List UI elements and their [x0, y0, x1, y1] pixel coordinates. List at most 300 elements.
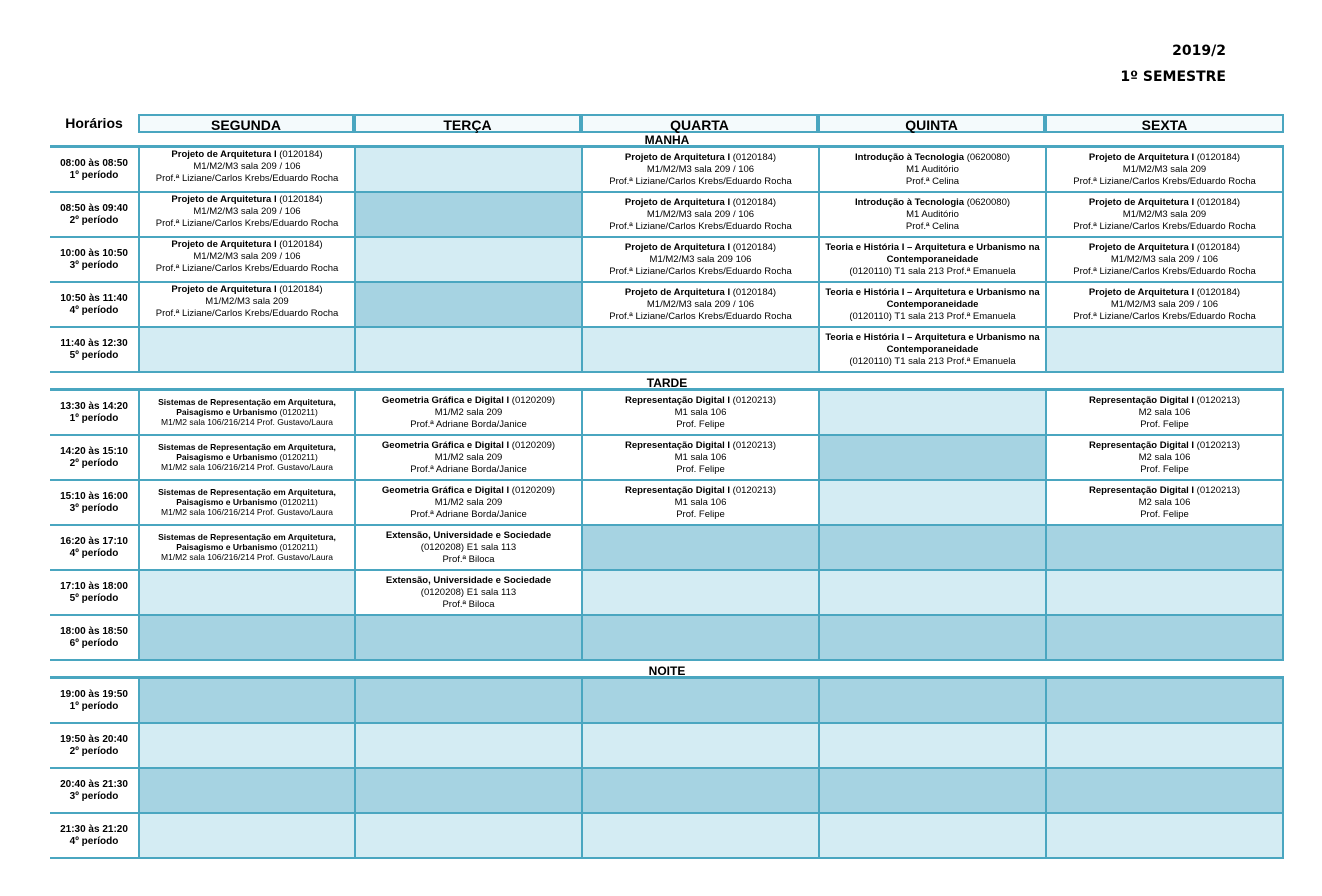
time-slot [50, 481, 138, 524]
class-cell [581, 283, 818, 326]
class-info [583, 238, 818, 278]
class-name: Projeto de Arquitetura I [624, 242, 731, 253]
class-name: Sistemas de Representação em Arquitetura, Paisagismo e Urbanismo [158, 487, 336, 507]
empty-cell [138, 616, 354, 659]
class-cell [581, 436, 818, 479]
class-detail: M1/M2/M3 sala 209 / 106 [646, 164, 755, 175]
class-code: (0120184) [276, 149, 323, 160]
class-cell [138, 526, 354, 569]
class-code: (0120209) [509, 485, 556, 496]
empty-cell [1045, 526, 1284, 569]
class-detail: M1 sala 106 [674, 452, 727, 463]
class-detail: (0120208) E1 sala 113 [420, 542, 517, 553]
class-cell [818, 283, 1045, 326]
class-info [356, 436, 581, 476]
class-name: Geometria Gráfica e Digital I [381, 485, 510, 496]
class-detail: Prof.ª Celina [905, 176, 960, 187]
class-cell [138, 148, 354, 191]
time-range: 08:50 às 09:40 [60, 203, 128, 214]
empty-cell [354, 616, 581, 659]
class-name: Projeto de Arquitetura I [1088, 287, 1195, 298]
time-slot [50, 238, 138, 281]
schedule-row [50, 193, 1284, 238]
time-slot [50, 436, 138, 479]
period-number: 1º período [69, 170, 119, 181]
time-slot [50, 769, 138, 812]
class-cell [354, 391, 581, 434]
class-cell [581, 391, 818, 434]
empty-cell [581, 571, 818, 614]
class-code: (0620080) [964, 197, 1011, 208]
class-detail: Prof.ª Adriane Borda/Janice [410, 419, 527, 430]
class-info [1047, 436, 1282, 476]
class-title-line [1047, 197, 1282, 209]
period-number: 6º período [69, 638, 119, 649]
period-number: 3º período [69, 260, 119, 271]
time-range: 13:30 às 14:20 [60, 401, 128, 412]
empty-cell [354, 193, 581, 236]
empty-cell [138, 724, 354, 767]
time-range: 15:10 às 16:00 [60, 491, 128, 502]
class-detail: Prof. Felipe [1140, 509, 1189, 520]
semester-info [1120, 38, 1226, 90]
class-detail: Prof.ª Liziane/Carlos Krebs/Eduardo Rocha [609, 266, 792, 277]
class-info [1047, 391, 1282, 431]
class-detail: Prof. Felipe [676, 419, 725, 430]
class-cell [818, 238, 1045, 281]
period-number: 5º período [69, 350, 119, 361]
class-detail: Prof.ª Liziane/Carlos Krebs/Eduardo Rocha [1073, 221, 1256, 232]
class-code: (0120211) [277, 452, 318, 462]
section-grid-tarde [50, 388, 1284, 661]
class-name: Projeto de Arquitetura I [624, 197, 731, 208]
time-slot [50, 193, 138, 236]
time-slot [50, 724, 138, 767]
empty-cell [818, 814, 1045, 857]
class-title-line [820, 332, 1045, 356]
empty-cell [818, 616, 1045, 659]
class-info [820, 193, 1045, 233]
class-info [140, 436, 354, 472]
period-number: 3º período [69, 503, 119, 514]
schedule-row [50, 526, 1284, 571]
class-title-line [356, 440, 581, 452]
empty-cell [354, 328, 581, 371]
class-title-line [356, 530, 581, 542]
time-slot [50, 526, 138, 569]
class-title-line [583, 485, 818, 497]
class-detail: Prof.ª Liziane/Carlos Krebs/Eduardo Rocha [155, 173, 339, 184]
class-detail: M1/M2 sala 209 [434, 452, 503, 463]
class-title-line [820, 197, 1045, 209]
class-cell [1045, 391, 1284, 434]
empty-cell [354, 238, 581, 281]
class-detail: (0120110) T1 sala 213 Prof.ª Emanuela [849, 356, 1016, 367]
class-info [140, 526, 354, 562]
time-range: 21:30 às 21:20 [60, 824, 128, 835]
class-title-line [1047, 152, 1282, 164]
time-slot [50, 148, 138, 191]
class-code: (0120211) [277, 497, 318, 507]
class-cell [1045, 436, 1284, 479]
header-quinta: QUINTA [818, 114, 1045, 133]
period-number: 1º período [69, 701, 119, 712]
class-cell [138, 193, 354, 236]
empty-cell [581, 769, 818, 812]
empty-cell [581, 526, 818, 569]
section-label-manha: MANHA [644, 133, 690, 147]
class-detail: M1/M2/M3 sala 209 [205, 296, 289, 307]
class-title-line [583, 152, 818, 164]
class-info [820, 283, 1045, 323]
schedule-row [50, 481, 1284, 526]
class-detail: Prof.ª Biloca [442, 599, 495, 610]
class-code: (0120184) [730, 197, 777, 208]
class-detail: M1/M2/M3 sala 209 [1122, 209, 1207, 220]
time-range: 08:00 às 08:50 [60, 158, 128, 169]
class-cell [818, 328, 1045, 371]
class-cell [138, 391, 354, 434]
class-info [820, 328, 1045, 368]
class-info [1047, 283, 1282, 323]
empty-cell [581, 679, 818, 722]
class-code: (0120184) [730, 152, 777, 163]
class-detail: M1/M2/M3 sala 209 / 106 [1110, 299, 1219, 310]
class-name: Teoria e História I – Arquitetura e Urbanismo na Contemporaneidade [825, 332, 1040, 355]
class-name: Representação Digital I [624, 440, 731, 451]
class-detail: M2 sala 106 [1138, 497, 1191, 508]
class-cell [581, 148, 818, 191]
class-info [583, 148, 818, 188]
class-code: (0120184) [1194, 287, 1241, 298]
section-label-noite: NOITE [648, 664, 686, 678]
empty-cell [354, 679, 581, 722]
class-code: (0120211) [277, 407, 318, 417]
class-detail: M1/M2/M3 sala 209 / 106 [193, 161, 301, 172]
empty-cell [354, 148, 581, 191]
class-detail: M1/M2 sala 106/216/214 Prof. Gustavo/Laura [161, 462, 333, 472]
schedule-row [50, 328, 1284, 373]
class-code: (0120213) [730, 485, 776, 496]
class-title-line [1047, 440, 1282, 452]
semester-year: 2019/2 [1172, 43, 1226, 59]
empty-cell [818, 724, 1045, 767]
empty-cell [1045, 769, 1284, 812]
empty-cell [354, 769, 581, 812]
class-code: (0120184) [276, 239, 323, 250]
period-number: 3º período [69, 791, 119, 802]
class-detail: M1 Auditório [906, 164, 959, 175]
time-range: 14:20 às 15:10 [60, 446, 128, 457]
class-code: (0120209) [509, 440, 556, 451]
class-detail: M1/M2/M3 sala 209 / 106 [646, 299, 755, 310]
empty-cell [1045, 724, 1284, 767]
class-title-line [583, 440, 818, 452]
empty-cell [818, 391, 1045, 434]
time-slot [50, 616, 138, 659]
class-info [140, 238, 354, 275]
empty-cell [818, 679, 1045, 722]
class-code: (0620080) [964, 152, 1011, 163]
class-name: Projeto de Arquitetura I [171, 194, 277, 205]
class-code: (0120213) [1194, 485, 1240, 496]
class-cell [581, 193, 818, 236]
class-name: Projeto de Arquitetura I [624, 287, 731, 298]
empty-cell [818, 481, 1045, 524]
class-detail: (0120110) T1 sala 213 Prof.ª Emanuela [849, 266, 1016, 277]
time-slot [50, 814, 138, 857]
class-cell [138, 481, 354, 524]
empty-cell [581, 724, 818, 767]
class-cell [1045, 238, 1284, 281]
class-title-line [820, 152, 1045, 164]
empty-cell [354, 283, 581, 326]
schedule-row [50, 616, 1284, 661]
class-detail: M1/M2/M3 sala 209 / 106 [193, 251, 301, 262]
schedule-row [50, 679, 1284, 724]
class-info [1047, 193, 1282, 233]
section-grid-noite [50, 676, 1284, 859]
class-code: (0120213) [730, 395, 776, 406]
class-detail: M1 Auditório [906, 209, 959, 220]
class-name: Representação Digital I [1088, 395, 1195, 406]
class-detail: Prof. Felipe [676, 464, 725, 475]
period-number: 2º período [69, 458, 119, 469]
time-range: 11:40 às 12:30 [60, 338, 128, 349]
class-name: Projeto de Arquitetura I [171, 239, 277, 250]
time-slot [50, 391, 138, 434]
class-code: (0120213) [730, 440, 776, 451]
class-code: (0120184) [276, 194, 323, 205]
class-detail: M1/M2 sala 106/216/214 Prof. Gustavo/Laura [161, 507, 333, 517]
class-name: Representação Digital I [624, 485, 731, 496]
class-detail: Prof.ª Celina [905, 221, 960, 232]
class-code: (0120213) [1194, 440, 1240, 451]
class-detail: Prof.ª Liziane/Carlos Krebs/Eduardo Rocha [155, 218, 339, 229]
class-info [1047, 238, 1282, 278]
class-detail: Prof.ª Liziane/Carlos Krebs/Eduardo Rocha [609, 176, 792, 187]
header-terca: TERÇA [354, 114, 581, 133]
class-info [140, 283, 354, 320]
header-segunda: SEGUNDA [138, 114, 354, 133]
class-detail: Prof. Felipe [1140, 419, 1189, 430]
class-cell [138, 283, 354, 326]
class-detail: Prof.ª Adriane Borda/Janice [410, 464, 527, 475]
class-name: Projeto de Arquitetura I [1088, 242, 1195, 253]
empty-cell [1045, 679, 1284, 722]
class-name: Teoria e História I – Arquitetura e Urbanismo na Contemporaneidade [825, 242, 1040, 265]
time-range: 10:50 às 11:40 [60, 293, 128, 304]
class-cell [1045, 193, 1284, 236]
empty-cell [581, 616, 818, 659]
class-name: Sistemas de Representação em Arquitetura, Paisagismo e Urbanismo [158, 397, 336, 417]
class-detail: M2 sala 106 [1138, 407, 1191, 418]
class-name: Representação Digital I [1088, 440, 1195, 451]
period-number: 4º período [69, 548, 119, 559]
class-title-line [140, 397, 354, 417]
empty-cell [354, 814, 581, 857]
class-detail: Prof. Felipe [676, 509, 725, 520]
class-name: Teoria e História I – Arquitetura e Urbanismo na Contemporaneidade [825, 287, 1040, 310]
class-title-line [140, 442, 354, 462]
class-code: (0120184) [730, 287, 777, 298]
class-title-line [140, 284, 354, 296]
class-title-line [140, 194, 354, 206]
class-info [356, 481, 581, 521]
empty-cell [138, 571, 354, 614]
class-name: Projeto de Arquitetura I [171, 149, 277, 160]
class-cell [1045, 283, 1284, 326]
time-range: 17:10 às 18:00 [60, 581, 128, 592]
class-detail: Prof.ª Liziane/Carlos Krebs/Eduardo Rocha [1073, 266, 1256, 277]
class-detail: Prof.ª Liziane/Carlos Krebs/Eduardo Rocha [609, 221, 792, 232]
empty-cell [138, 814, 354, 857]
empty-cell [581, 814, 818, 857]
class-detail: M1 sala 106 [674, 407, 727, 418]
class-detail: M1/M2 sala 106/216/214 Prof. Gustavo/Laura [161, 552, 333, 562]
class-detail: M1/M2/M3 sala 209 [1122, 164, 1207, 175]
class-info [583, 436, 818, 476]
class-cell [818, 148, 1045, 191]
time-slot [50, 328, 138, 371]
schedule-row [50, 238, 1284, 283]
class-title-line [140, 532, 354, 552]
empty-cell [1045, 328, 1284, 371]
class-name: Projeto de Arquitetura I [1088, 152, 1195, 163]
class-info [140, 391, 354, 427]
class-detail: M1/M2 sala 209 [434, 497, 503, 508]
empty-cell [138, 328, 354, 371]
class-info [820, 148, 1045, 188]
class-detail: M1/M2/M3 sala 209 / 106 [193, 206, 301, 217]
empty-cell [1045, 571, 1284, 614]
empty-cell [818, 769, 1045, 812]
empty-cell [138, 769, 354, 812]
class-detail: M1/M2 sala 209 [434, 407, 503, 418]
class-cell [1045, 148, 1284, 191]
class-info [356, 391, 581, 431]
schedule-row [50, 769, 1284, 814]
class-name: Projeto de Arquitetura I [171, 284, 277, 295]
class-cell [581, 481, 818, 524]
class-title-line [356, 575, 581, 587]
class-title-line [140, 487, 354, 507]
class-detail: M1/M2/M3 sala 209 / 106 [1110, 254, 1219, 265]
class-detail: Prof.ª Adriane Borda/Janice [410, 509, 527, 520]
schedule-row [50, 724, 1284, 769]
class-title-line [140, 149, 354, 161]
class-info [140, 148, 354, 185]
class-title-line [1047, 242, 1282, 254]
class-title-line [583, 395, 818, 407]
header-sexta: SEXTA [1045, 114, 1284, 133]
class-code: (0120213) [1194, 395, 1240, 406]
class-title-line [356, 395, 581, 407]
time-range: 18:00 às 18:50 [60, 626, 128, 637]
class-info [356, 571, 581, 611]
class-code: (0120184) [730, 242, 777, 253]
class-detail: M1/M2/M3 sala 209 106 [649, 254, 752, 265]
class-code: (0120184) [1194, 197, 1241, 208]
schedule-row [50, 283, 1284, 328]
class-title-line [1047, 287, 1282, 299]
schedule-row [50, 148, 1284, 193]
semester-label: 1º SEMESTRE [1120, 69, 1226, 85]
class-cell [581, 238, 818, 281]
class-info [1047, 148, 1282, 188]
class-title-line [583, 287, 818, 299]
class-name: Representação Digital I [624, 395, 731, 406]
class-title-line [820, 287, 1045, 311]
schedule-header-row [50, 114, 1284, 133]
class-cell [138, 436, 354, 479]
period-number: 4º período [69, 836, 119, 847]
class-cell [138, 238, 354, 281]
class-detail: (0120208) E1 sala 113 [420, 587, 517, 598]
class-title-line [820, 242, 1045, 266]
class-name: Sistemas de Representação em Arquitetura, Paisagismo e Urbanismo [158, 532, 336, 552]
class-name: Extensão, Universidade e Sociedade [385, 530, 552, 541]
time-range: 16:20 às 17:10 [60, 536, 128, 547]
class-info [583, 193, 818, 233]
class-title-line [356, 485, 581, 497]
empty-cell [581, 328, 818, 371]
empty-cell [818, 436, 1045, 479]
time-slot [50, 283, 138, 326]
class-code: (0120211) [277, 542, 318, 552]
class-detail: Prof.ª Liziane/Carlos Krebs/Eduardo Rocha [155, 263, 339, 274]
time-slot [50, 571, 138, 614]
class-code: (0120184) [1194, 242, 1241, 253]
time-range: 19:50 às 20:40 [60, 734, 128, 745]
class-info [1047, 481, 1282, 521]
class-name: Introdução à Tecnologia [854, 152, 965, 163]
header-horarios: Horários [50, 114, 138, 133]
class-detail: M2 sala 106 [1138, 452, 1191, 463]
class-detail: Prof.ª Liziane/Carlos Krebs/Eduardo Rocha [1073, 311, 1256, 322]
class-title-line [1047, 395, 1282, 407]
class-cell [354, 526, 581, 569]
class-detail: Prof.ª Liziane/Carlos Krebs/Eduardo Rocha [155, 308, 339, 319]
period-number: 5º período [69, 593, 119, 604]
class-title-line [140, 239, 354, 251]
class-code: (0120184) [1194, 152, 1241, 163]
empty-cell [354, 724, 581, 767]
class-name: Geometria Gráfica e Digital I [381, 395, 510, 406]
class-cell [354, 436, 581, 479]
class-code: (0120184) [276, 284, 323, 295]
class-title-line [583, 197, 818, 209]
class-info [583, 283, 818, 323]
class-detail: Prof.ª Liziane/Carlos Krebs/Eduardo Rocha [1073, 176, 1256, 187]
class-detail: Prof.ª Biloca [442, 554, 495, 565]
class-detail: Prof.ª Liziane/Carlos Krebs/Eduardo Rocha [609, 311, 792, 322]
header-quarta: QUARTA [581, 114, 818, 133]
empty-cell [1045, 616, 1284, 659]
class-title-line [1047, 485, 1282, 497]
class-name: Projeto de Arquitetura I [624, 152, 731, 163]
class-title-line [583, 242, 818, 254]
class-info [583, 481, 818, 521]
class-info [356, 526, 581, 566]
period-number: 1º período [69, 413, 119, 424]
class-cell [1045, 481, 1284, 524]
class-detail: M1/M2 sala 106/216/214 Prof. Gustavo/Laura [161, 417, 333, 427]
class-cell [354, 571, 581, 614]
class-code: (0120209) [509, 395, 556, 406]
period-number: 4º período [69, 305, 119, 316]
empty-cell [1045, 814, 1284, 857]
